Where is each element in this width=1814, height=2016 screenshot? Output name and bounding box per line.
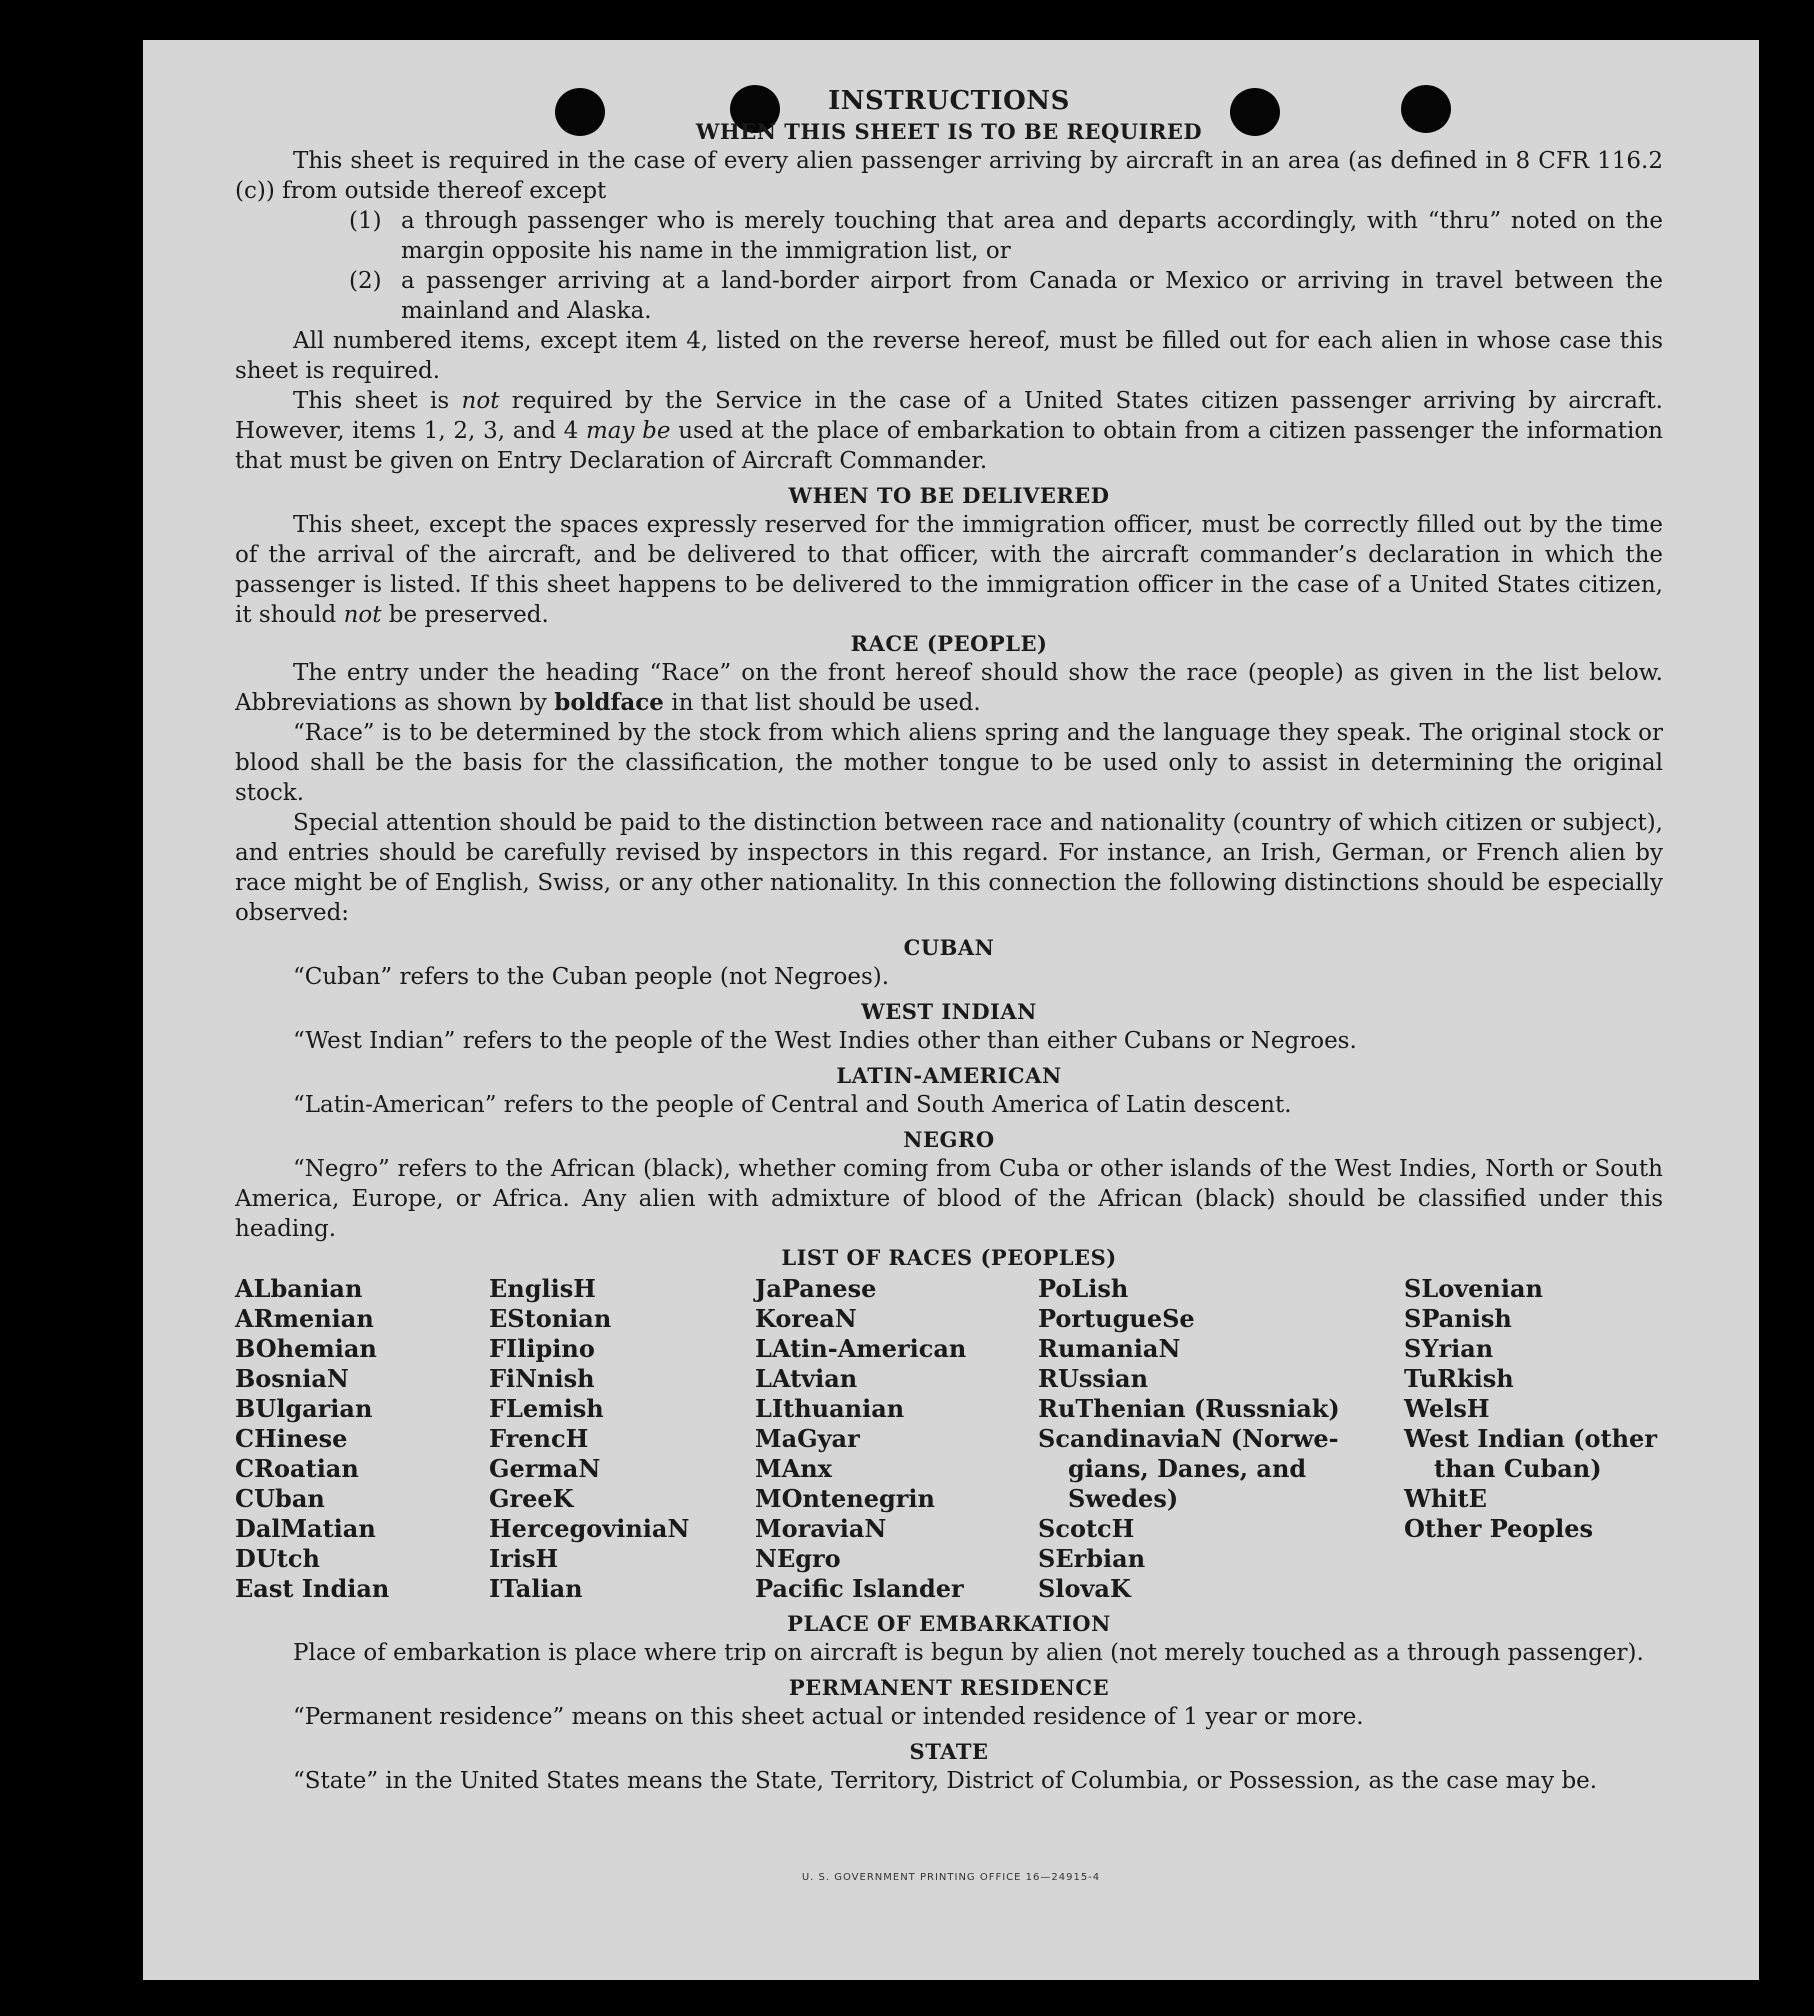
race-entry: SErbian — [1038, 1544, 1146, 1573]
race-entry: MAnx — [755, 1454, 832, 1483]
race-entry: DUtch — [235, 1544, 320, 1573]
paragraph: This sheet is not required by the Service in the case of a United States citizen passenger arriving by aircraft. However, items 1, 2, 3, and 4 may be used at the place of embarkation to obtain from a citizen passenger the information that must be given on Entry Declaration of Aircraft Commander. — [235, 388, 1663, 474]
race-entry: BOhemian — [235, 1334, 377, 1363]
race-entry: ALbanian — [235, 1274, 363, 1303]
heading-west-indian: WEST INDIAN — [861, 999, 1037, 1024]
paragraph: “State” in the United States means the State, Territory, District of Columbia, or Possession, as the case may be. — [293, 1768, 1598, 1794]
race-entry: East Indian — [235, 1574, 390, 1603]
race-entry: CUban — [235, 1484, 325, 1513]
race-entry: SlovaK — [1038, 1574, 1131, 1603]
item-number: (2) — [349, 268, 382, 294]
item-text: a through passenger who is merely touching that area and departs accordingly, with “thru” noted on the margin opposite his name in the immigration list, or — [401, 208, 1663, 264]
paragraph: All numbered items, except item 4, listed on the reverse hereof, must be filled out for each alien in whose case this sheet is required. — [235, 328, 1663, 384]
race-entry: IrisH — [489, 1544, 559, 1573]
paragraph: This sheet, except the spaces expressly reserved for the immigration officer, must be correctly filled out by the time of the arrival of the aircraft, and be delivered to that officer, with the aircraft commander’s declaration in which the passenger is listed. If this sheet happens to be delivered to the immigration officer in the case of a United States citizen, it should not be preserved. — [235, 512, 1663, 628]
race-entry: RUssian — [1038, 1364, 1149, 1393]
race-entry: NEgro — [755, 1544, 841, 1573]
race-entry: MoraviaN — [755, 1514, 887, 1543]
race-entry: LIthuanian — [755, 1394, 905, 1423]
races-list — [235, 1274, 1663, 1604]
races-column — [1038, 1274, 1404, 1604]
race-entry: LAtvian — [755, 1364, 858, 1393]
race-entry: ScotcH — [1038, 1514, 1135, 1543]
race-entry: BUlgarian — [235, 1394, 373, 1423]
race-entry: Pacific Islander — [755, 1574, 964, 1603]
race-entry: RuThenian (Russniak) — [1038, 1394, 1340, 1423]
races-column — [489, 1274, 755, 1604]
item-number: (1) — [349, 208, 382, 234]
race-entry: CHinese — [235, 1424, 348, 1453]
race-entry: ITalian — [489, 1574, 583, 1603]
heading-state: STATE — [909, 1739, 989, 1764]
race-entry: WhitE — [1404, 1484, 1487, 1513]
numbered-item — [349, 266, 1663, 326]
paragraph: This sheet is required in the case of every alien passenger arriving by aircraft in an area (as defined in 8 CFR 116.2 (c)) from outside thereof except — [235, 148, 1663, 204]
race-entry: PortugueSe — [1038, 1304, 1195, 1333]
numbered-item — [349, 206, 1663, 266]
race-entry: FLemish — [489, 1394, 604, 1423]
race-entry: HercegoviniaN — [489, 1514, 690, 1543]
paragraph: “Race” is to be determined by the stock from which aliens spring and the language they speak. The original stock or blood shall be the basis for the classification, the mother tongue to be used only to assist in determining the original stock. — [235, 720, 1663, 806]
page-title: INSTRUCTIONS — [828, 86, 1070, 116]
heading-latin-american: LATIN-AMERICAN — [836, 1063, 1062, 1088]
race-entry: gians, Danes, and — [1068, 1454, 1307, 1483]
race-entry: EStonian — [489, 1304, 612, 1333]
race-entry: PoLish — [1038, 1274, 1129, 1303]
race-entry: ScandinaviaN (Norwe- — [1038, 1424, 1339, 1453]
race-entry: FiNnish — [489, 1364, 595, 1393]
race-entry: SYrian — [1404, 1334, 1494, 1363]
heading-when-delivered: WHEN TO BE DELIVERED — [788, 483, 1110, 508]
race-entry: LAtin-American — [755, 1334, 967, 1363]
document-body — [235, 84, 1663, 1796]
heading-race: RACE (PEOPLE) — [850, 631, 1048, 656]
race-entry: JaPanese — [755, 1274, 877, 1303]
race-entry: MaGyar — [755, 1424, 860, 1453]
race-entry: SLovenian — [1404, 1274, 1543, 1303]
race-entry: TuRkish — [1404, 1364, 1514, 1393]
document-page — [143, 40, 1759, 1980]
race-entry: SPanish — [1404, 1304, 1512, 1333]
race-entry: than Cuban) — [1434, 1454, 1602, 1483]
race-entry: Other Peoples — [1404, 1514, 1594, 1543]
race-entry: ARmenian — [235, 1304, 374, 1333]
race-entry: West Indian (other — [1404, 1424, 1657, 1453]
race-entry: FrencH — [489, 1424, 589, 1453]
paragraph: “Permanent residence” means on this sheet actual or intended residence of 1 year or more. — [293, 1704, 1364, 1730]
race-entry: MOntenegrin — [755, 1484, 935, 1513]
race-entry: EnglisH — [489, 1274, 596, 1303]
heading-negro: NEGRO — [903, 1127, 995, 1152]
races-column — [235, 1274, 489, 1604]
paragraph: “Latin-American” refers to the people of Central and South America of Latin descent. — [293, 1092, 1292, 1118]
item-text: a passenger arriving at a land-border airport from Canada or Mexico or arriving in travel between the mainland and Alaska. — [401, 268, 1663, 324]
paragraph: “West Indian” refers to the people of the West Indies other than either Cubans or Negroes. — [293, 1028, 1357, 1054]
paragraph: Place of embarkation is place where trip on aircraft is begun by alien (not merely touched as a through passenger). — [293, 1640, 1644, 1666]
race-entry: FIlipino — [489, 1334, 595, 1363]
heading-cuban: CUBAN — [903, 935, 995, 960]
paragraph: Special attention should be paid to the distinction between race and nationality (country of which citizen or subject), and entries should be carefully revised by inspectors in this regard. For instance, an Irish, German, or French alien by race might be of English, Swiss, or any other nationality. In this connection the following distinctions should be especially observed: — [235, 810, 1663, 926]
race-entry: GreeK — [489, 1484, 574, 1513]
heading-embarkation: PLACE OF EMBARKATION — [787, 1611, 1111, 1636]
race-entry: Swedes) — [1068, 1484, 1179, 1513]
race-entry: KoreaN — [755, 1304, 857, 1333]
printer-imprint: U. S. GOVERNMENT PRINTING OFFICE 16—24915-4 — [801, 1872, 1101, 1883]
races-column — [755, 1274, 1038, 1604]
race-entry: RumaniaN — [1038, 1334, 1181, 1363]
race-entry: CRoatian — [235, 1454, 359, 1483]
paragraph: The entry under the heading “Race” on the front hereof should show the race (people) as given in the list below. Abbreviations as shown by boldface in that list should be used. — [235, 660, 1663, 716]
race-entry: DalMatian — [235, 1514, 376, 1543]
heading-list-of-races: LIST OF RACES (PEOPLES) — [781, 1245, 1117, 1270]
race-entry: GermaN — [489, 1454, 601, 1483]
paragraph: “Negro” refers to the African (black), whether coming from Cuba or other islands of the West Indies, North or South America, Europe, or Africa. Any alien with admixture of blood of the African (black) should be classified under this heading. — [235, 1156, 1663, 1242]
heading-when-required: WHEN THIS SHEET IS TO BE REQUIRED — [695, 119, 1203, 144]
races-column — [1404, 1274, 1663, 1604]
paragraph: “Cuban” refers to the Cuban people (not Negroes). — [293, 964, 890, 990]
heading-permanent-residence: PERMANENT RESIDENCE — [788, 1675, 1110, 1700]
race-entry: BosniaN — [235, 1364, 349, 1393]
race-entry: WelsH — [1404, 1394, 1490, 1423]
